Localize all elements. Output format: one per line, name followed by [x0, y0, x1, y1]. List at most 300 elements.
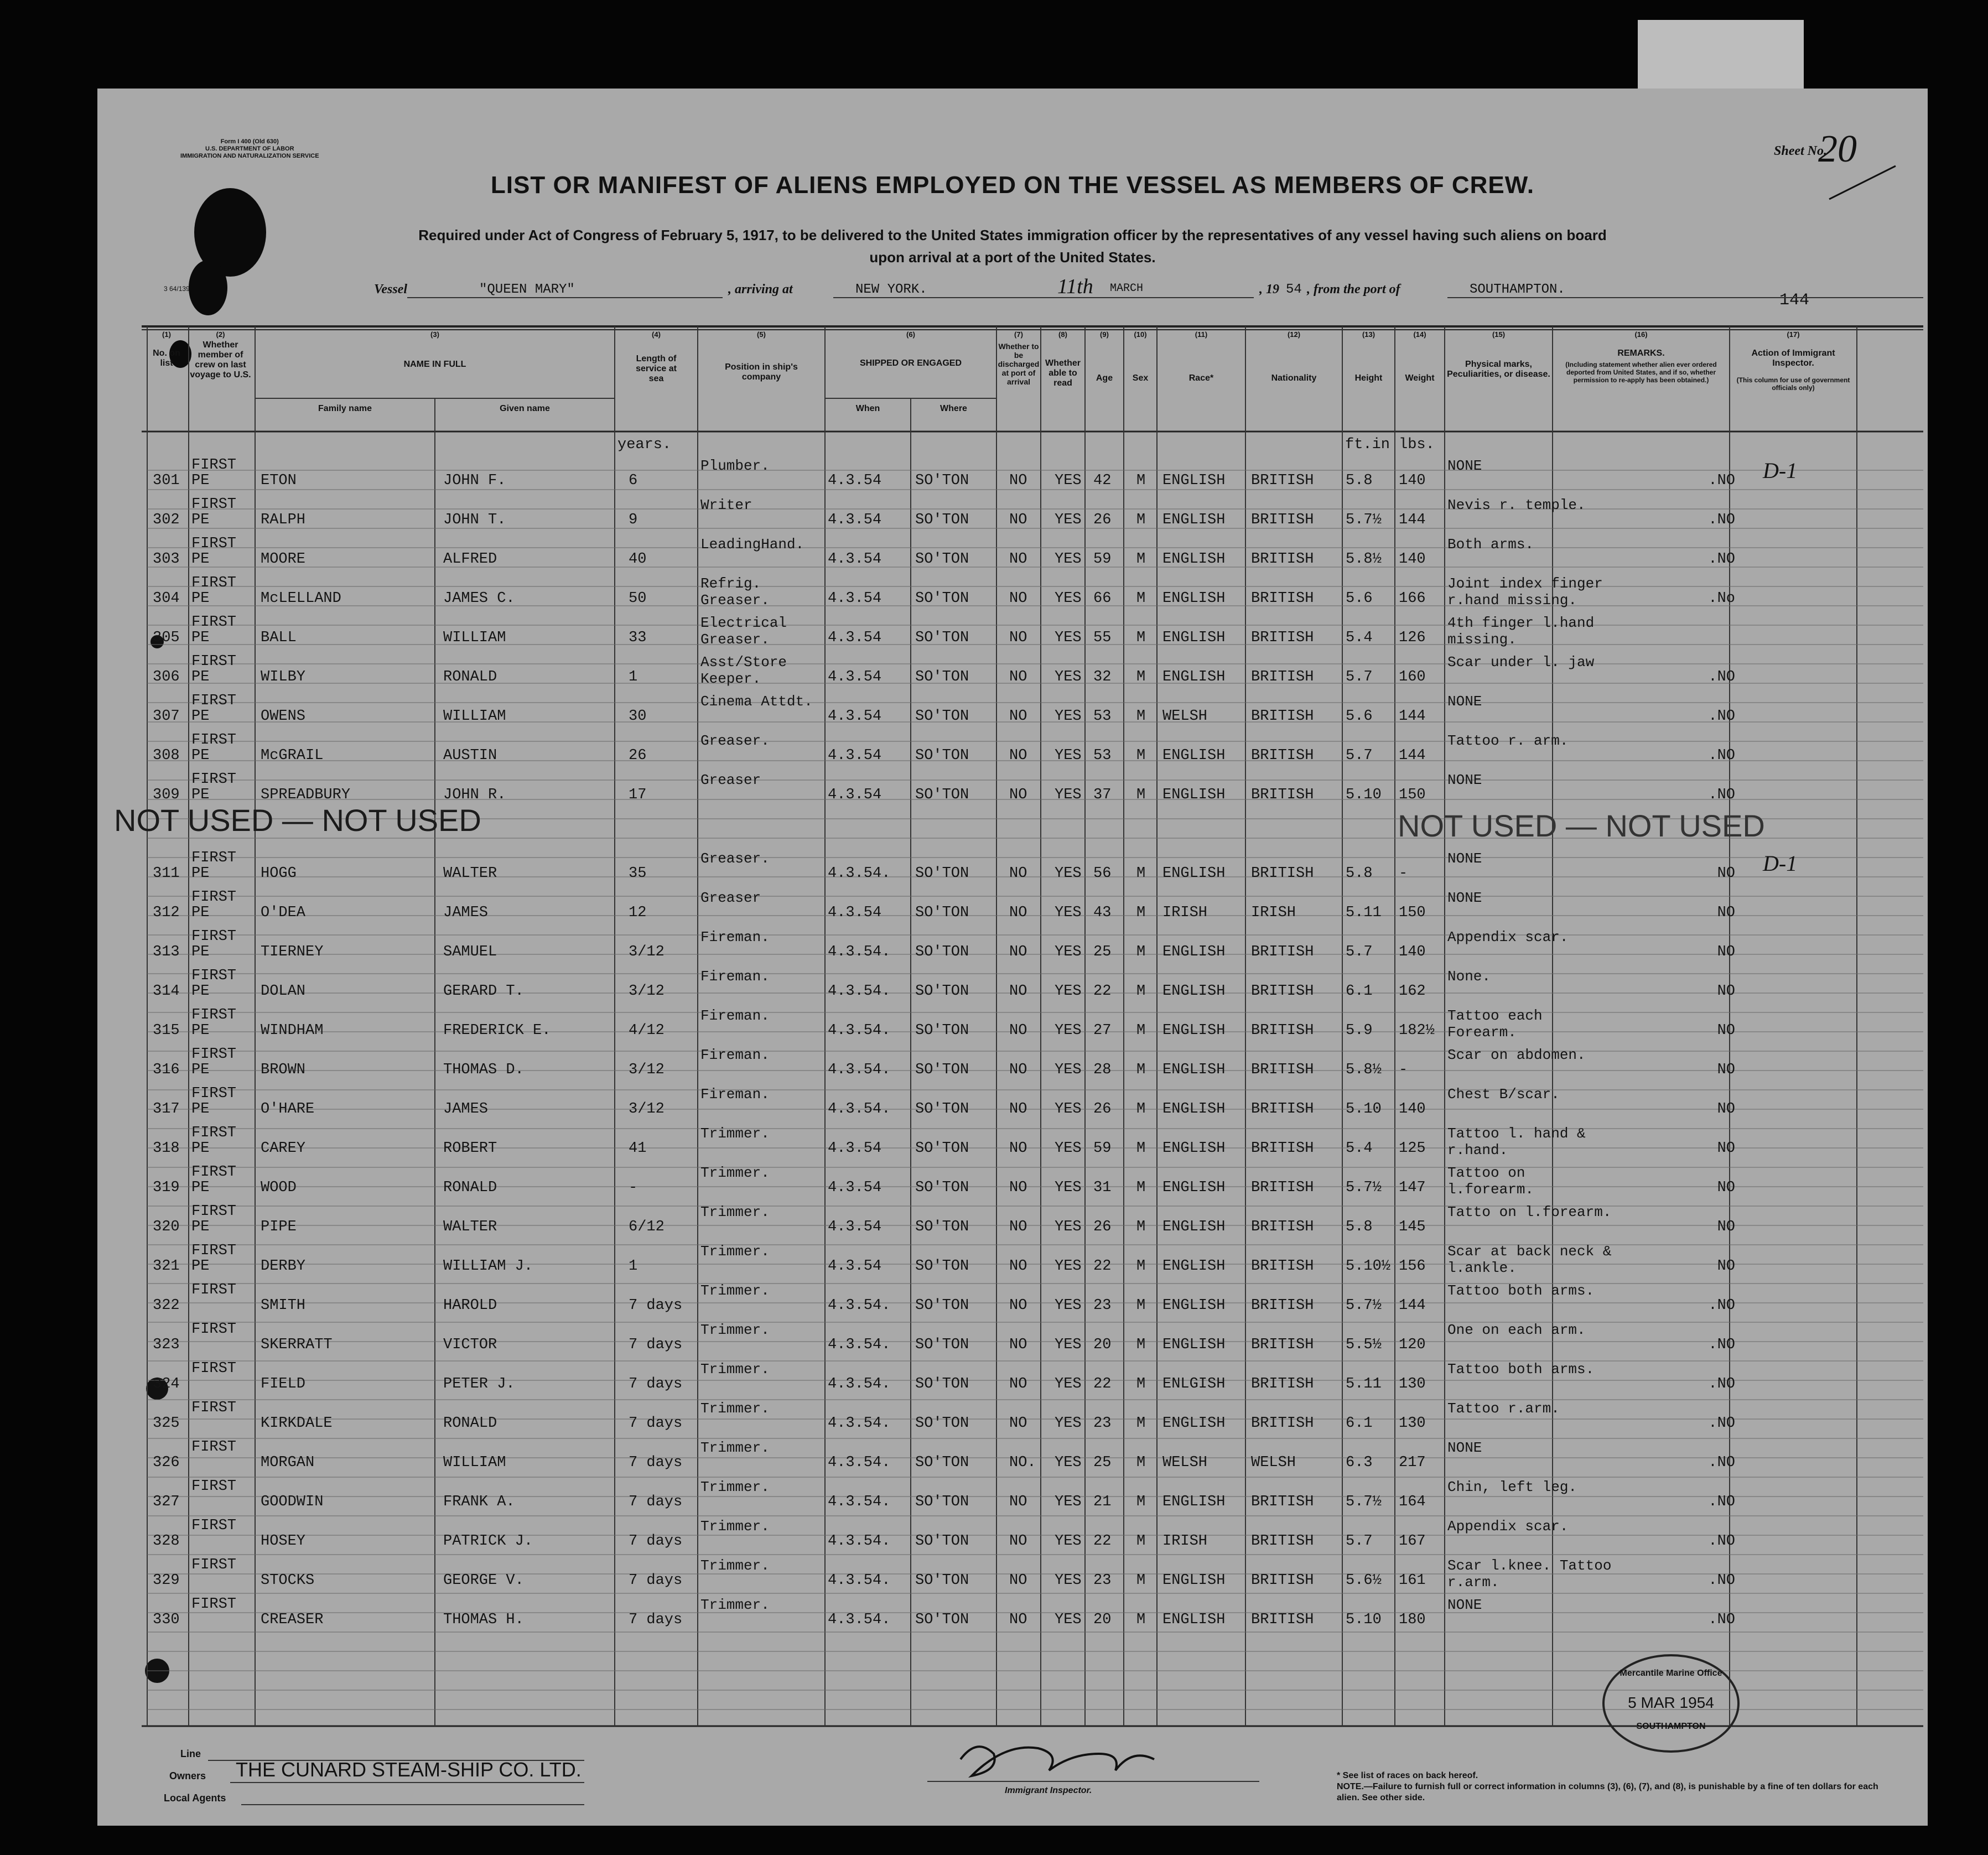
col4-num: (4) — [652, 330, 661, 339]
sex: M — [1136, 944, 1146, 960]
weight: 150 — [1399, 787, 1426, 803]
race: ENGLISH — [1162, 630, 1226, 646]
able-to-read: YES — [1055, 1101, 1082, 1118]
weight: 150 — [1399, 905, 1426, 921]
crew-last-voyage-2: PE — [191, 1258, 210, 1275]
row-number: 326 — [153, 1454, 180, 1471]
weight: 166 — [1399, 590, 1426, 607]
sex: M — [1136, 512, 1146, 528]
height: 5.4 — [1346, 1140, 1373, 1157]
col14-num: (14) — [1413, 330, 1426, 339]
age: 23 — [1093, 1297, 1112, 1314]
shipped-where: SO'TON — [915, 983, 969, 1000]
col17-label: Action of Immigrant Inspector. — [1751, 349, 1835, 368]
crew-last-voyage-2: PE — [191, 590, 210, 607]
physical-marks: NONE — [1447, 772, 1482, 788]
sex: M — [1136, 708, 1146, 725]
position: Trimmer. — [700, 1125, 770, 1142]
shipped-where: SO'TON — [915, 865, 969, 882]
inspector-action: D-1 — [1763, 458, 1798, 483]
office-stamp: Mercantile Marine Office 5 MAR 1954 SOUTHAMPTON — [1602, 1654, 1740, 1753]
family-name: STOCKS — [261, 1572, 315, 1589]
age: 59 — [1093, 1140, 1112, 1157]
col7-num: (7) — [1014, 330, 1023, 339]
nationality: BRITISH — [1251, 944, 1314, 960]
sex: M — [1136, 590, 1146, 607]
col1-label: No. on list — [153, 349, 180, 368]
given-name: RONALD — [443, 1179, 497, 1196]
able-to-read: YES — [1055, 590, 1082, 607]
to-be-discharged: NO — [1009, 905, 1027, 921]
sex: M — [1136, 1101, 1146, 1118]
length-of-service: 35 — [629, 865, 647, 882]
service: IMMIGRATION AND NATURALIZATION SERVICE — [180, 153, 319, 159]
row-number: 313 — [153, 944, 180, 960]
race: ENGLISH — [1162, 1297, 1226, 1314]
crew-last-voyage-2: PE — [191, 1179, 210, 1196]
crew-last-voyage: FIRST — [191, 1321, 237, 1338]
race: ENGLISH — [1162, 551, 1226, 568]
race: WELSH — [1162, 708, 1208, 725]
crew-last-voyage: FIRST — [191, 1125, 237, 1141]
row-number: 319 — [153, 1179, 180, 1196]
col4-label: Length of service at sea — [636, 354, 677, 383]
race: ENGLISH — [1162, 944, 1226, 960]
col2-label: Whether member of crew on last voyage to U.S. — [190, 340, 251, 380]
age: 25 — [1093, 1454, 1112, 1471]
weight: 130 — [1399, 1376, 1426, 1392]
able-to-read: YES — [1055, 669, 1082, 685]
given-name: THOMAS H. — [443, 1612, 524, 1628]
sex: M — [1136, 787, 1146, 803]
position: Trimmer. — [700, 1518, 770, 1535]
arrival-year: 54 — [1286, 282, 1302, 297]
length-of-service: 3/12 — [629, 944, 665, 960]
manifest-subtitle-2: upon arrival at a port of the United States. — [869, 249, 1156, 266]
family-name: KIRKDALE — [261, 1415, 333, 1432]
year-label: , 19 — [1259, 282, 1279, 297]
family-name: McGRAIL — [261, 747, 324, 764]
position: Trimmer. — [700, 1282, 770, 1299]
able-to-read: YES — [1055, 1258, 1082, 1275]
physical-marks: One on each arm. — [1447, 1322, 1586, 1338]
able-to-read: YES — [1055, 787, 1082, 803]
length-of-service: 7 days — [629, 1612, 683, 1628]
weight: 140 — [1399, 472, 1426, 489]
able-to-read: YES — [1055, 1415, 1082, 1432]
given-name: ROBERT — [443, 1140, 497, 1157]
shipped-when: 4.3.54. — [828, 1612, 891, 1628]
owners-label: Owners — [169, 1770, 206, 1781]
able-to-read: YES — [1055, 1494, 1082, 1510]
crew-last-voyage-2: PE — [191, 512, 210, 528]
row-number: 315 — [153, 1022, 180, 1039]
shipped-when: 4.3.54 — [828, 590, 882, 607]
height: 5.5½ — [1346, 1337, 1382, 1353]
crew-last-voyage: FIRST — [191, 653, 237, 670]
to-be-discharged: NO — [1009, 787, 1027, 803]
position: Fireman. — [700, 1086, 770, 1103]
sex: M — [1136, 865, 1146, 882]
shipped-when: 4.3.54 — [828, 905, 882, 921]
weight: - — [1399, 1062, 1408, 1078]
length-of-service: 17 — [629, 787, 647, 803]
col7-label: Whether to be discharged at port of arrival — [998, 342, 1040, 386]
given-name: WILLIAM — [443, 630, 506, 646]
nationality: BRITISH — [1251, 1179, 1314, 1196]
length-of-service: 7 days — [629, 1454, 683, 1471]
position: Asst/Store Keeper. — [700, 654, 787, 687]
row-number: 305 — [153, 630, 180, 646]
col13-label: Height — [1354, 373, 1383, 383]
family-name: DOLAN — [261, 983, 306, 1000]
col3-label: NAME IN FULL — [403, 360, 466, 369]
shipped-when: 4.3.54. — [828, 1062, 891, 1078]
length-of-service: 6 — [629, 472, 638, 489]
manifest-subtitle-1: Required under Act of Congress of February 5, 1917, to be delivered to the United States immigration officer by the representatives of any vessel having such aliens on board — [418, 227, 1607, 243]
to-be-discharged: NO — [1009, 551, 1027, 568]
shipped-when: 4.3.54. — [828, 1101, 891, 1118]
family-name: BALL — [261, 630, 297, 646]
weight: 162 — [1399, 983, 1426, 1000]
able-to-read: YES — [1055, 1376, 1082, 1392]
race: ENGLISH — [1162, 787, 1226, 803]
position: LeadingHand. — [700, 536, 804, 553]
sex: M — [1136, 669, 1146, 685]
age: 28 — [1093, 1062, 1112, 1078]
crew-last-voyage: FIRST — [191, 1203, 237, 1220]
family-name: SKERRATT — [261, 1337, 333, 1353]
position: Fireman. — [700, 1047, 770, 1063]
col3-given: Given name — [500, 404, 550, 413]
shipped-when: 4.3.54. — [828, 1454, 891, 1471]
sex: M — [1136, 1454, 1146, 1471]
sex: M — [1136, 747, 1146, 764]
nationality: BRITISH — [1251, 590, 1314, 607]
race: ENGLISH — [1162, 865, 1226, 882]
col3-num: (3) — [430, 330, 439, 339]
family-name: O'DEA — [261, 905, 306, 921]
family-name: SMITH — [261, 1297, 306, 1314]
position: Greaser — [700, 890, 761, 906]
physical-marks: Tattoo r. arm. — [1447, 732, 1569, 749]
physical-marks: Tattoo both arms. — [1447, 1361, 1595, 1378]
shipped-where: SO'TON — [915, 1258, 969, 1275]
shipped-where: SO'TON — [915, 1376, 969, 1392]
to-be-discharged: NO — [1009, 1258, 1027, 1275]
age: 27 — [1093, 1022, 1112, 1039]
position: Plumber. — [700, 458, 770, 474]
to-be-discharged: NO — [1009, 512, 1027, 528]
family-name: OWENS — [261, 708, 306, 725]
length-of-service: 41 — [629, 1140, 647, 1157]
given-name: GEORGE V. — [443, 1572, 524, 1589]
crew-last-voyage: FIRST — [191, 1085, 237, 1102]
race: ENGLISH — [1162, 1062, 1226, 1078]
position: Trimmer. — [700, 1597, 770, 1613]
crew-last-voyage: FIRST — [191, 1164, 237, 1181]
height: 5.8½ — [1346, 551, 1382, 568]
age: 53 — [1093, 747, 1112, 764]
weight: 144 — [1399, 512, 1426, 528]
position: Refrig. Greaser. — [700, 575, 770, 609]
given-name: FRANK A. — [443, 1494, 515, 1510]
row-number: 306 — [153, 669, 180, 685]
row-number: 321 — [153, 1258, 180, 1275]
family-name: CAREY — [261, 1140, 306, 1157]
race: ENGLISH — [1162, 590, 1226, 607]
crew-last-voyage-2: PE — [191, 1140, 210, 1157]
physical-marks: NONE — [1447, 1440, 1482, 1456]
sex: M — [1136, 1219, 1146, 1235]
age: 21 — [1093, 1494, 1112, 1510]
crew-last-voyage-2: PE — [191, 747, 210, 764]
length-of-service: 7 days — [629, 1533, 683, 1550]
position: Trimmer. — [700, 1361, 770, 1378]
physical-marks: NONE — [1447, 850, 1482, 867]
col8-label: Whether able to read — [1045, 358, 1081, 388]
row-number: 302 — [153, 512, 180, 528]
nationality: BRITISH — [1251, 472, 1314, 489]
col9-label: Age — [1096, 373, 1113, 383]
shipped-where: SO'TON — [915, 669, 969, 685]
shipped-where: SO'TON — [915, 1494, 969, 1510]
nationality: BRITISH — [1251, 1022, 1314, 1039]
shipped-where: SO'TON — [915, 1572, 969, 1589]
crew-last-voyage: FIRST — [191, 1478, 237, 1495]
to-be-discharged: NO — [1009, 630, 1027, 646]
weight: 144 — [1399, 1297, 1426, 1314]
race: WELSH — [1162, 1454, 1208, 1471]
crew-last-voyage-2: PE — [191, 1062, 210, 1078]
able-to-read: YES — [1055, 1179, 1082, 1196]
weight: 217 — [1399, 1454, 1426, 1471]
family-name: HOGG — [261, 865, 297, 882]
physical-marks: Both arms. — [1447, 536, 1534, 553]
able-to-read: YES — [1055, 1062, 1082, 1078]
position: Trimmer. — [700, 1204, 770, 1220]
row-number: 311 — [153, 865, 180, 882]
to-be-discharged: NO — [1009, 1101, 1027, 1118]
nationality: BRITISH — [1251, 747, 1314, 764]
row-number: 320 — [153, 1219, 180, 1235]
crew-last-voyage: FIRST — [191, 1439, 237, 1456]
age: 42 — [1093, 472, 1112, 489]
family-name: O'HARE — [261, 1101, 315, 1118]
height: 5.11 — [1346, 905, 1382, 921]
fine-note: NOTE.—Failure to furnish full or correct information in columns (3), (6), (7), and (8), is punishable by a fine of ten dollars for each alien. See other side. — [1337, 1782, 1878, 1802]
shipped-when: 4.3.54. — [828, 983, 891, 1000]
family-name: MOORE — [261, 551, 306, 568]
shipped-when: 4.3.54 — [828, 1258, 882, 1275]
shipped-where: SO'TON — [915, 1140, 969, 1157]
crew-last-voyage: FIRST — [191, 1400, 237, 1416]
given-name: RONALD — [443, 1415, 497, 1432]
weight: 144 — [1399, 747, 1426, 764]
crew-last-voyage: FIRST — [191, 732, 237, 749]
shipped-when: 4.3.54. — [828, 1415, 891, 1432]
physical-marks: Tattoo each Forearm. — [1447, 1007, 1543, 1041]
physical-marks: 4th finger l.hand missing. — [1447, 615, 1595, 648]
position: Fireman. — [700, 929, 770, 945]
height: 5.10 — [1346, 787, 1382, 803]
nationality: BRITISH — [1251, 1140, 1314, 1157]
unit-height: ft.in — [1345, 437, 1390, 453]
side-code: 3 64/139 — [164, 285, 190, 293]
crew-last-voyage: FIRST — [191, 1046, 237, 1063]
nationality: BRITISH — [1251, 551, 1314, 568]
shipped-where: SO'TON — [915, 1101, 969, 1118]
shipped-where: SO'TON — [915, 1454, 969, 1471]
nationality: BRITISH — [1251, 1572, 1314, 1589]
form-number: Form I 400 (Old 630) — [220, 138, 279, 145]
to-be-discharged: NO — [1009, 1179, 1027, 1196]
shipped-where: SO'TON — [915, 1219, 969, 1235]
height: 6.1 — [1346, 983, 1373, 1000]
col11-label: Race* — [1188, 373, 1214, 383]
crew-last-voyage: FIRST — [191, 496, 237, 513]
col9-num: (9) — [1100, 330, 1109, 339]
height: 5.7 — [1346, 944, 1373, 960]
race: ENGLISH — [1162, 1219, 1226, 1235]
nationality: BRITISH — [1251, 708, 1314, 725]
length-of-service: 1 — [629, 669, 638, 685]
age: 22 — [1093, 1533, 1112, 1550]
position: Writer — [700, 497, 752, 513]
nationality: BRITISH — [1251, 1337, 1314, 1353]
to-be-discharged: NO — [1009, 1572, 1027, 1589]
col5-label: Position in ship's company — [725, 362, 798, 382]
sex: M — [1136, 551, 1146, 568]
length-of-service: 26 — [629, 747, 647, 764]
owners-name: THE CUNARD STEAM-SHIP CO. LTD. — [236, 1758, 582, 1781]
shipped-when: 4.3.54 — [828, 630, 882, 646]
race: ENLGISH — [1162, 1376, 1226, 1392]
not-used-stamp-right: NOT USED — NOT USED — [1398, 808, 1765, 843]
age: 32 — [1093, 669, 1112, 685]
family-name: DERBY — [261, 1258, 306, 1275]
shipped-where: SO'TON — [915, 1062, 969, 1078]
given-name: GERARD T. — [443, 983, 524, 1000]
sheet-label: Sheet No. — [1774, 144, 1827, 158]
to-be-discharged: NO — [1009, 708, 1027, 725]
crew-last-voyage: FIRST — [191, 968, 237, 984]
age: 23 — [1093, 1415, 1112, 1432]
manifest-title: LIST OR MANIFEST OF ALIENS EMPLOYED ON THE VESSEL AS MEMBERS OF CREW. — [490, 172, 1535, 199]
height: 5.10 — [1346, 1612, 1382, 1628]
to-be-discharged: NO — [1009, 747, 1027, 764]
col16-num: (16) — [1634, 330, 1648, 339]
physical-marks: Scar l.knee. Tattoo r.arm. — [1447, 1557, 1612, 1591]
height: 5.10½ — [1346, 1258, 1391, 1275]
given-name: WALTER — [443, 865, 497, 882]
race: ENGLISH — [1162, 1179, 1226, 1196]
to-be-discharged: NO — [1009, 1376, 1027, 1392]
sex: M — [1136, 1572, 1146, 1589]
col6-where: Where — [940, 404, 967, 413]
position: Fireman. — [700, 1007, 770, 1024]
arriving-label: , arriving at — [728, 282, 793, 297]
physical-marks: Tattoo l. hand & r.hand. — [1447, 1125, 1586, 1158]
length-of-service: 30 — [629, 708, 647, 725]
to-be-discharged: NO. — [1009, 1454, 1036, 1471]
row-number: 322 — [153, 1297, 180, 1314]
given-name: HAROLD — [443, 1297, 497, 1314]
physical-marks: Joint index finger r.hand missing. — [1447, 575, 1603, 609]
weight: 164 — [1399, 1494, 1426, 1510]
col8-num: (8) — [1058, 330, 1067, 339]
nationality: IRISH — [1251, 905, 1296, 921]
row-number: 318 — [153, 1140, 180, 1157]
shipped-where: SO'TON — [915, 590, 969, 607]
physical-marks: Tattoo both arms. — [1447, 1282, 1595, 1299]
row-number: 301 — [153, 472, 180, 489]
nationality: BRITISH — [1251, 512, 1314, 528]
height: 5.6 — [1346, 590, 1373, 607]
col17-sub: (This column for use of government officials only) — [1736, 376, 1850, 392]
nationality: BRITISH — [1251, 1494, 1314, 1510]
to-be-discharged: NO — [1009, 1533, 1027, 1550]
to-be-discharged: NO — [1009, 944, 1027, 960]
nationality: BRITISH — [1251, 630, 1314, 646]
physical-marks: Scar at back neck & l.ankle. — [1447, 1243, 1612, 1276]
col6-num: (6) — [906, 330, 915, 339]
to-be-discharged: NO — [1009, 472, 1027, 489]
shipped-where: SO'TON — [915, 787, 969, 803]
length-of-service: 7 days — [629, 1572, 683, 1589]
height: 5.7½ — [1346, 1494, 1382, 1510]
height: 5.8 — [1346, 472, 1373, 489]
height: 6.3 — [1346, 1454, 1373, 1471]
weight: 145 — [1399, 1219, 1426, 1235]
to-be-discharged: NO — [1009, 983, 1027, 1000]
able-to-read: YES — [1055, 983, 1082, 1000]
age: 53 — [1093, 708, 1112, 725]
row-number: 314 — [153, 983, 180, 1000]
able-to-read: YES — [1055, 1140, 1082, 1157]
length-of-service: 3/12 — [629, 1062, 665, 1078]
height: 5.6½ — [1346, 1572, 1382, 1589]
position: Trimmer. — [700, 1243, 770, 1260]
row-number: 303 — [153, 551, 180, 568]
sex: M — [1136, 1179, 1146, 1196]
able-to-read: YES — [1055, 1297, 1082, 1314]
sex: M — [1136, 1258, 1146, 1275]
col11-num: (11) — [1195, 330, 1208, 339]
able-to-read: YES — [1055, 1572, 1082, 1589]
age: 26 — [1093, 1219, 1112, 1235]
shipped-when: 4.3.54 — [828, 1179, 882, 1196]
shipped-when: 4.3.54. — [828, 1022, 891, 1039]
given-name: WILLIAM — [443, 1454, 506, 1471]
sex: M — [1136, 983, 1146, 1000]
col2-num: (2) — [216, 330, 225, 339]
able-to-read: YES — [1055, 1337, 1082, 1353]
col16-label: REMARKS. — [1617, 349, 1665, 358]
position: Trimmer. — [700, 1400, 770, 1417]
physical-marks: NONE — [1447, 1597, 1482, 1613]
crew-last-voyage: FIRST — [191, 536, 237, 552]
col12-num: (12) — [1287, 330, 1301, 339]
col13-num: (13) — [1362, 330, 1375, 339]
length-of-service: 3/12 — [629, 983, 665, 1000]
physical-marks: Tattoo r.arm. — [1447, 1400, 1560, 1417]
length-of-service: 7 days — [629, 1376, 683, 1392]
crew-last-voyage: FIRST — [191, 850, 237, 866]
age: 43 — [1093, 905, 1112, 921]
height: 6.1 — [1346, 1415, 1373, 1432]
given-name: WILLIAM — [443, 708, 506, 725]
